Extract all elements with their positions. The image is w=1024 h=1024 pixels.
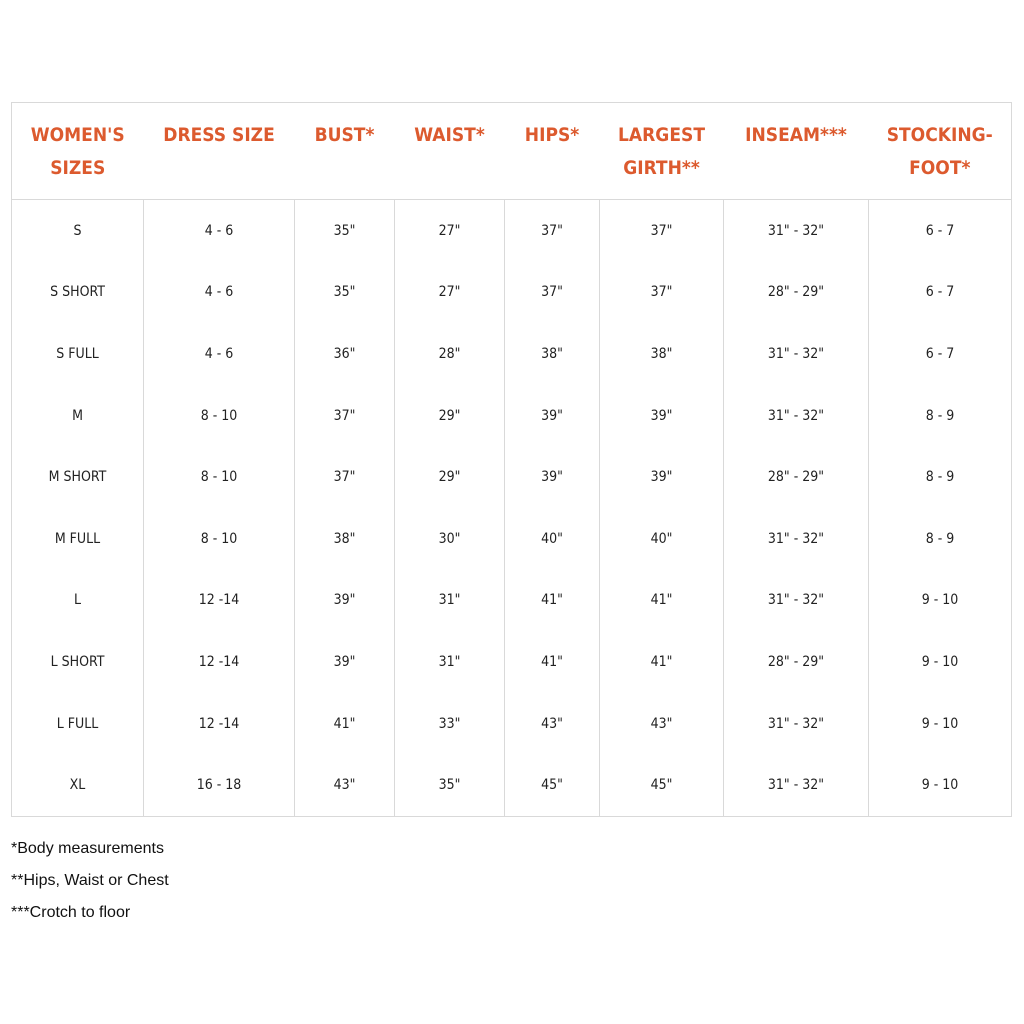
- table-row: [12, 262, 1012, 324]
- cell-waist: 29": [395, 385, 505, 447]
- cell-hips: 41": [505, 631, 600, 693]
- cell-waist: 27": [395, 262, 505, 324]
- cell-bust: 37": [295, 446, 395, 508]
- cell-stocking-foot: 9 - 10: [869, 754, 1012, 816]
- cell-largest-girth: 45": [600, 754, 724, 816]
- cell-womens-size: M SHORT: [48, 469, 107, 486]
- cell-waist: 35": [395, 754, 505, 816]
- cell-bust: 41": [295, 693, 395, 755]
- footnotes: [11, 838, 169, 934]
- header-hips: [505, 103, 600, 200]
- cell-stocking-foot: 8 - 9: [869, 385, 1012, 447]
- table-row: [12, 754, 1012, 816]
- size-chart-table: [11, 102, 1012, 817]
- footnote-largest-girth: **Hips, Waist or Chest: [11, 872, 169, 889]
- header-largest-girth: [600, 103, 724, 200]
- table-row: [12, 200, 1012, 262]
- cell-waist: 29": [395, 446, 505, 508]
- cell-dress-size: 12 -14: [144, 570, 295, 632]
- header-dress-size: [144, 103, 295, 200]
- cell-dress-size: 8 - 10: [144, 446, 295, 508]
- table-row: [12, 693, 1012, 755]
- header-line: BUST*: [314, 124, 375, 146]
- cell-largest-girth: 38": [600, 323, 724, 385]
- cell-inseam: 31" - 32": [724, 754, 869, 816]
- cell-largest-girth: 39": [600, 446, 724, 508]
- cell-waist: 28": [395, 323, 505, 385]
- cell-dress-size: 4 - 6: [144, 323, 295, 385]
- cell-hips: 45": [505, 754, 600, 816]
- cell-womens-size: M: [72, 407, 83, 424]
- cell-largest-girth: 37": [600, 200, 724, 262]
- cell-stocking-foot: 9 - 10: [869, 570, 1012, 632]
- header-womens-sizes: [12, 103, 144, 200]
- header-line: HIPS*: [524, 124, 580, 146]
- header-line: STOCKING-: [886, 124, 993, 146]
- cell-stocking-foot: 6 - 7: [869, 323, 1012, 385]
- cell-waist: 31": [395, 570, 505, 632]
- cell-womens-size: L: [73, 592, 81, 609]
- cell-bust: 43": [295, 754, 395, 816]
- cell-bust: 36": [295, 323, 395, 385]
- cell-waist: 30": [395, 508, 505, 570]
- cell-hips: 37": [505, 262, 600, 324]
- cell-dress-size: 12 -14: [144, 631, 295, 693]
- cell-largest-girth: 40": [600, 508, 724, 570]
- footnote-body-measurements: *Body measurements: [11, 840, 164, 857]
- cell-bust: 37": [295, 385, 395, 447]
- cell-hips: 37": [505, 200, 600, 262]
- cell-inseam: 31" - 32": [724, 323, 869, 385]
- cell-hips: 40": [505, 508, 600, 570]
- cell-stocking-foot: 8 - 9: [869, 508, 1012, 570]
- cell-dress-size: 12 -14: [144, 693, 295, 755]
- cell-bust: 39": [295, 631, 395, 693]
- cell-largest-girth: 39": [600, 385, 724, 447]
- cell-hips: 38": [505, 323, 600, 385]
- cell-hips: 43": [505, 693, 600, 755]
- cell-hips: 39": [505, 385, 600, 447]
- header-line: WOMEN'S: [30, 124, 125, 146]
- cell-stocking-foot: 6 - 7: [869, 200, 1012, 262]
- cell-womens-size: M FULL: [54, 530, 101, 547]
- cell-dress-size: 4 - 6: [144, 262, 295, 324]
- table-row: [12, 631, 1012, 693]
- cell-bust: 38": [295, 508, 395, 570]
- cell-hips: 39": [505, 446, 600, 508]
- header-inseam: [724, 103, 869, 200]
- header-line: INSEAM***: [745, 124, 847, 146]
- cell-waist: 27": [395, 200, 505, 262]
- cell-stocking-foot: 9 - 10: [869, 693, 1012, 755]
- cell-inseam: 31" - 32": [724, 508, 869, 570]
- table-row: [12, 446, 1012, 508]
- cell-womens-size: S FULL: [56, 345, 99, 362]
- cell-hips: 41": [505, 570, 600, 632]
- cell-womens-size: XL: [69, 777, 86, 794]
- cell-dress-size: 16 - 18: [144, 754, 295, 816]
- header-line: WAIST*: [414, 124, 485, 146]
- cell-womens-size: L SHORT: [50, 653, 105, 670]
- table-row: [12, 323, 1012, 385]
- cell-largest-girth: 41": [600, 631, 724, 693]
- cell-waist: 33": [395, 693, 505, 755]
- cell-bust: 39": [295, 570, 395, 632]
- cell-waist: 31": [395, 631, 505, 693]
- header-line: SIZES: [50, 157, 106, 179]
- cell-womens-size: S: [73, 222, 82, 239]
- table-body: [12, 200, 1012, 817]
- header-row: [12, 103, 1012, 200]
- table-row: [12, 570, 1012, 632]
- cell-inseam: 28" - 29": [724, 446, 869, 508]
- cell-bust: 35": [295, 262, 395, 324]
- cell-dress-size: 8 - 10: [144, 508, 295, 570]
- table-header: [12, 103, 1012, 200]
- header-line: LARGEST: [618, 124, 705, 146]
- cell-dress-size: 4 - 6: [144, 200, 295, 262]
- header-bust: [295, 103, 395, 200]
- cell-largest-girth: 37": [600, 262, 724, 324]
- cell-inseam: 28" - 29": [724, 631, 869, 693]
- header-line: FOOT*: [909, 157, 971, 179]
- cell-inseam: 31" - 32": [724, 385, 869, 447]
- cell-stocking-foot: 6 - 7: [869, 262, 1012, 324]
- cell-inseam: 28" - 29": [724, 262, 869, 324]
- cell-inseam: 31" - 32": [724, 693, 869, 755]
- header-stocking-foot: [869, 103, 1012, 200]
- cell-dress-size: 8 - 10: [144, 385, 295, 447]
- cell-womens-size: L FULL: [56, 715, 99, 732]
- header-waist: [395, 103, 505, 200]
- header-line: DRESS SIZE: [163, 124, 275, 146]
- cell-largest-girth: 43": [600, 693, 724, 755]
- table-row: [12, 508, 1012, 570]
- footnote-inseam: ***Crotch to floor: [11, 904, 131, 921]
- cell-womens-size: S SHORT: [50, 284, 105, 301]
- cell-bust: 35": [295, 200, 395, 262]
- cell-stocking-foot: 9 - 10: [869, 631, 1012, 693]
- cell-inseam: 31" - 32": [724, 200, 869, 262]
- table-row: [12, 385, 1012, 447]
- header-line: GIRTH**: [623, 157, 700, 179]
- cell-stocking-foot: 8 - 9: [869, 446, 1012, 508]
- cell-largest-girth: 41": [600, 570, 724, 632]
- cell-inseam: 31" - 32": [724, 570, 869, 632]
